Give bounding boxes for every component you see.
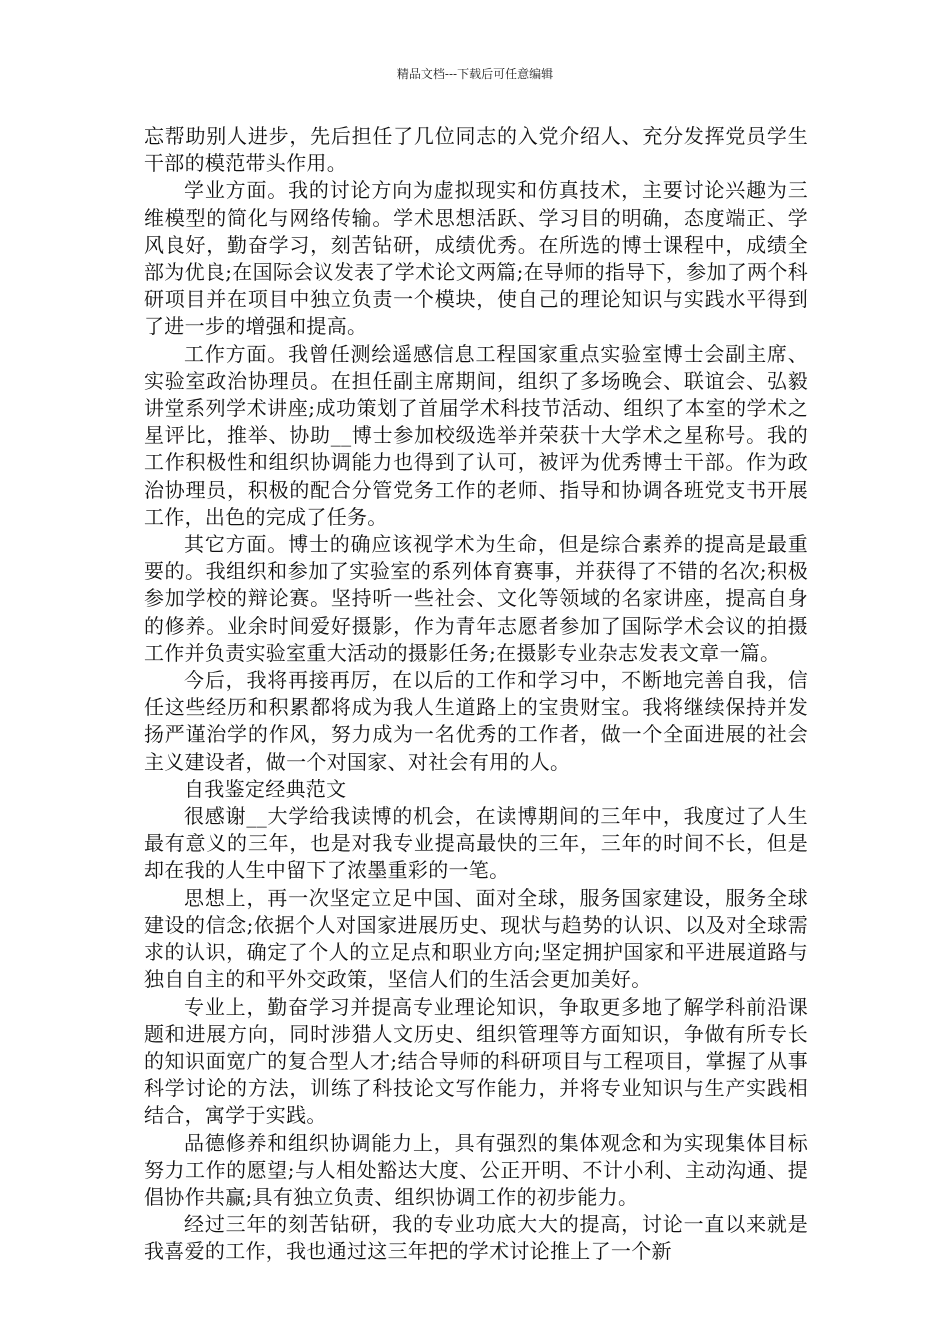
page-header: 精品文档---下载后可任意编辑: [396, 67, 554, 81]
paragraph-future: 今后，我将再接再厉，在以后的工作和学习中，不断地完善自我，信任这些经历和积累都将成为我人生道路上的宝贵财宝。我将继续保持并发扬严谨治学的作风，努力成为一名优秀的工作者，做一个全面进展的社会主义建设者，做一个对国家、对社会有用的人。: [144, 668, 808, 774]
paragraph-party-member: 忘帮助别人进步，先后担任了几位同志的入党介绍人、充分发挥党员学生干部的模范带头作用。: [144, 124, 808, 176]
paragraph-thanks: 很感谢__大学给我读博的机会，在读博期间的三年中，我度过了人生最有意义的三年，也是对我专业提高最快的三年，三年的时间不长，但是却在我的人生中留下了浓墨重彩的一笔。: [144, 804, 808, 883]
paragraph-research: 经过三年的刻苦钻研，我的专业功底大大的提高，讨论一直以来就是我喜爱的工作，我也通过这三年把的学术讨论推上了一个新: [144, 1212, 808, 1264]
paragraph-other: 其它方面。博士的确应该视学术为生命，但是综合素养的提高是最重要的。我组织和参加了实验室的系列体育赛事，并获得了不错的名次;积极参加学校的辩论赛。坚持听一些社会、文化等领域的名家讲座，提高自身的修养。业余时间爱好摄影，作为青年志愿者参加了国际学术会议的拍摄工作并负责实验室重大活动的摄影任务;在摄影专业杂志发表文章一篇。: [144, 532, 808, 665]
paragraph-work: 工作方面。我曾任测绘遥感信息工程国家重点实验室博士会副主席、实验室政治协理员。在担任副主席期间，组织了多场晚会、联谊会、弘毅讲堂系列学术讲座;成功策划了首届学术科技节活动、组织了本室的学术之星评比，推举、协助__博士参加校级选举并荣获十大学术之星称号。我的工作积极性和组织协调能力也得到了认可，被评为优秀博士干部。作为政治协理员，积极的配合分管党务工作的老师、指导和协调各班党支书开展工作，出色的完成了任务。: [144, 341, 808, 529]
document-body: [144, 123, 808, 1266]
paragraph-professional: 专业上，勤奋学习并提高专业理论知识，争取更多地了解学科前沿课题和进展方向，同时涉猎人文历史、组织管理等方面知识，争做有所专长的知识面宽广的复合型人才;结合导师的科研项目与工程项目，掌握了从事科学讨论的方法，训练了科技论文写作能力，并将专业知识与生产实践相结合，寓学于实践。: [144, 994, 808, 1128]
paragraph-ideology: 思想上，再一次坚定立足中国、面对全球，服务国家建设，服务全球建设的信念;依据个人对国家进展历史、现状与趋势的认识、以及对全球需求的认识，确定了个人的立足点和职业方向;坚定拥护国家和平进展道路与独自自主的和平外交政策，坚信人们的生活会更加美好。: [144, 885, 808, 992]
section-heading: 自我鉴定经典范文: [184, 776, 347, 801]
paragraph-character: 品德修养和组织协调能力上，具有强烈的集体观念和为实现集体目标努力工作的愿望;与人相处豁达大度、公正开明、不计小利、主动沟通、提倡协作共赢;具有独立负责、组织协调工作的初步能力。: [144, 1130, 808, 1209]
paragraph-academics: 学业方面。我的讨论方向为虚拟现实和仿真技术，主要讨论兴趣为三维模型的简化与网络传输。学术思想活跃、学习目的明确，态度端正、学风良好，勤奋学习，刻苦钻研，成绩优秀。在所选的博士课程中，成绩全部为优良;在国际会议发表了学术论文两篇;在导师的指导下，参加了两个科研项目并在项目中独立负责一个模块，使自己的理论知识与实践水平得到了进一步的增强和提高。: [144, 178, 808, 339]
